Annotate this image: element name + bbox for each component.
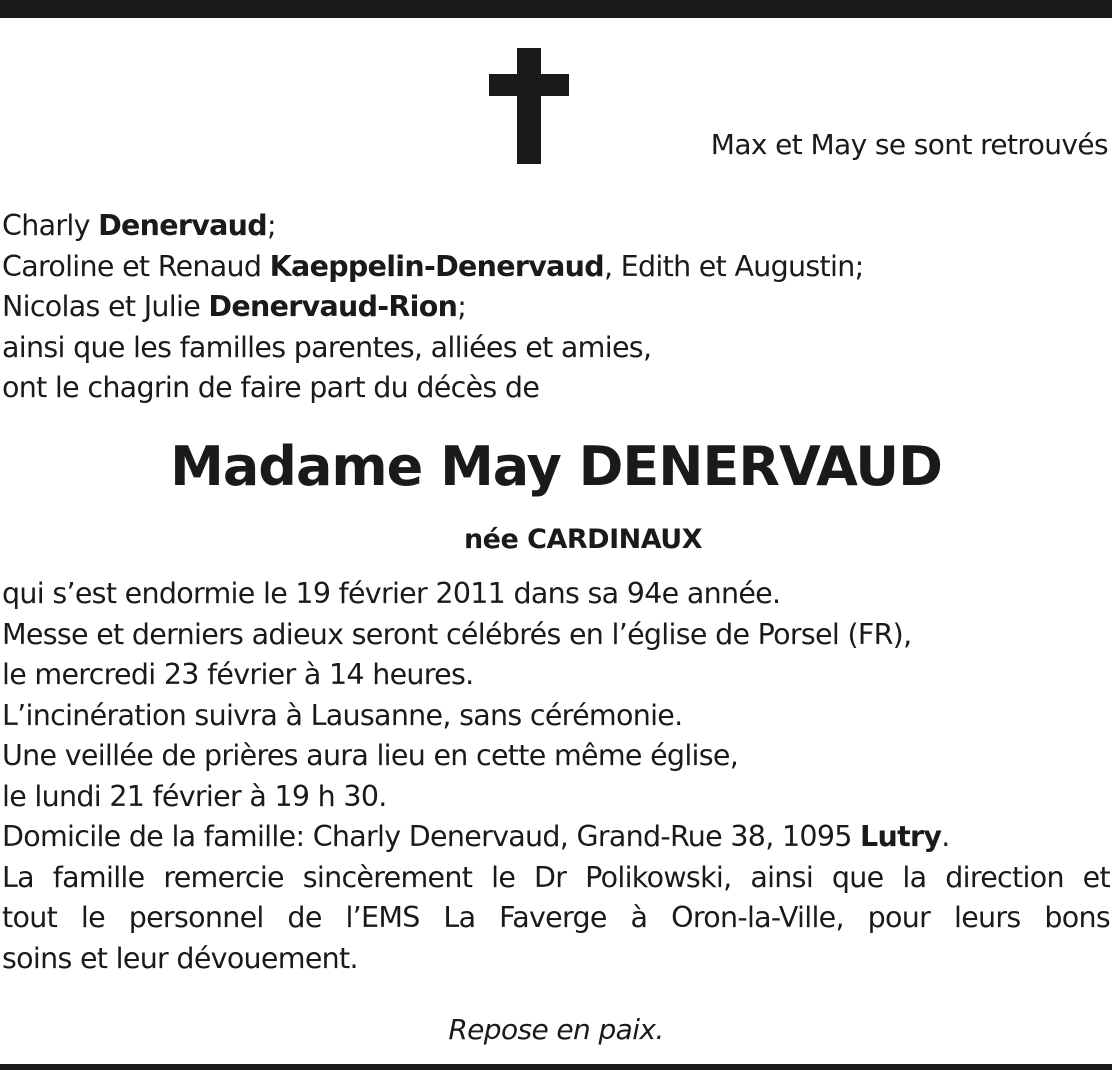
- details-line-4: L’incinération suivra à Lausanne, sans cérémonie.: [2, 698, 683, 732]
- surname: Denervaud: [98, 209, 267, 242]
- thanks-line-1: La famille remercie sincèrement le Dr Polikowski, ainsi que la direction et: [2, 860, 1110, 894]
- family-line-2: Caroline et Renaud Kaeppelin-Denervaud, Edith et Augustin;: [2, 249, 864, 283]
- details-line-2: Messe et derniers adieux seront célébrés en l’église de Porsel (FR),: [2, 617, 912, 651]
- details-line-6: le lundi 21 février à 19 h 30.: [2, 779, 387, 813]
- surname: Denervaud-Rion: [208, 290, 458, 323]
- details-line-1: qui s’est endormie le 19 février 2011 dans sa 94e année.: [2, 577, 781, 610]
- surname: Kaeppelin-Denervaud: [269, 249, 604, 283]
- family-line-4: ainsi que les familles parentes, alliées et amies,: [2, 330, 652, 364]
- notice-details: [2, 574, 1110, 979]
- cross-icon: [489, 48, 569, 164]
- town: Lutry: [860, 820, 942, 853]
- top-rule: [0, 0, 1112, 18]
- thanks-line-3: soins et leur dévouement.: [2, 941, 358, 975]
- maiden-name: née CARDINAUX: [463, 524, 703, 555]
- family-line-5: ont le chagrin de faire part du décès de: [2, 371, 540, 404]
- bottom-rule: [0, 1064, 1112, 1070]
- closing-phrase: Repose en paix.: [448, 1013, 664, 1046]
- details-line-3: le mercredi 23 février à 14 heures.: [2, 658, 474, 691]
- family-line-3: Nicolas et Julie Denervaud-Rion;: [2, 290, 467, 323]
- thanks-line-2: tout le personnel de l’EMS La Faverge à Oron-la-Ville, pour leurs bons: [2, 901, 1110, 934]
- deceased-name: Madame May DENERVAUD: [170, 435, 942, 498]
- domicile-line: Domicile de la famille: Charly Denervaud, Grand-Rue 38, 1095 Lutry.: [2, 820, 950, 853]
- family-line-1: Charly Denervaud;: [2, 209, 276, 242]
- family-list: [2, 206, 1110, 409]
- details-line-5: Une veillée de prières aura lieu en cette même église,: [2, 739, 739, 772]
- epigraph: Max et May se sont retrouvés: [710, 128, 1108, 161]
